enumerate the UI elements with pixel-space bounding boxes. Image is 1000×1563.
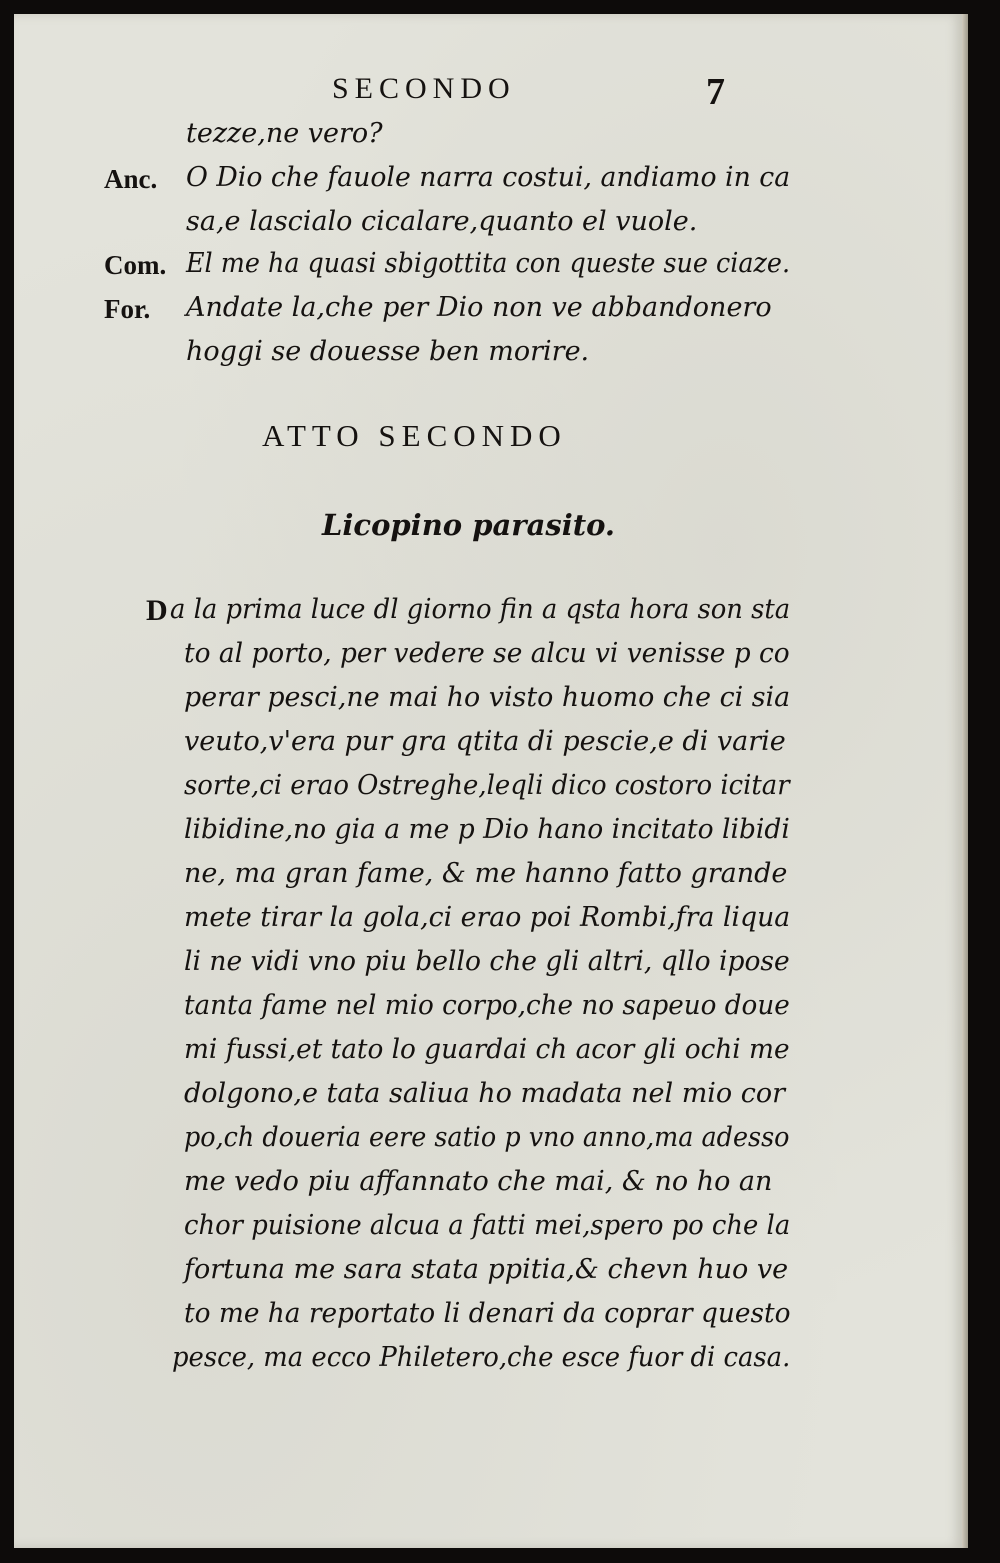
prose-line: me vedo piu affannato che mai, & no ho an: [184, 1166, 773, 1197]
prose-line: ne, ma gran fame, & me hanno fatto grande: [184, 858, 788, 889]
prose-line: sorte,ci erao Ostreghe,leqli dico costoro icitar: [184, 770, 790, 801]
verse-line: Andate la,che per Dio non ve abbandonero: [186, 292, 772, 323]
prose-line: pesce, ma ecco Philetero,che esce fuor di casa.: [172, 1342, 791, 1373]
act-heading: ATTO SECONDO: [262, 418, 567, 453]
page-number: 7: [706, 71, 725, 113]
prose-line: veuto,v'era pur gra qtita di pescie,e di varie: [184, 726, 786, 757]
prose-line: perar pesci,ne mai ho visto huomo che ci sia: [184, 682, 791, 713]
verse-line: tezze,ne vero?: [186, 118, 383, 149]
prose-line: mi fussi,et tato lo guardai ch acor gli ochi me: [184, 1034, 790, 1065]
prose-line: libidine,no gia a me p Dio hano incitato libidi: [184, 814, 790, 845]
prose-line: mete tirar la gola,ci erao poi Rombi,fra liqua: [184, 902, 791, 933]
speaker-label: Com.: [104, 250, 167, 280]
speaker-label: For.: [104, 294, 151, 324]
speaker-label: Anc.: [104, 164, 158, 194]
prose-line: li ne vidi vno piu bello che gli altri, qllo ipose: [184, 946, 790, 977]
prose-line: po,ch doueria eere satio p vno anno,ma adesso: [184, 1122, 790, 1153]
page-edge: [962, 14, 968, 1548]
prose-line: to al porto, per vedere se alcu vi venisse p co: [184, 638, 790, 669]
prose-line: tanta fame nel mio corpo,che no sapeuo doue: [184, 990, 790, 1021]
prose-line: fortuna me sara stata ppitia,& chevn huo ve: [184, 1254, 789, 1285]
prose-line: to me ha reportato li denari da coprar questo: [184, 1298, 791, 1329]
drop-cap: D: [146, 594, 168, 627]
verse-line: O Dio che fauole narra costui, andiamo in ca: [186, 162, 791, 193]
verse-line: hoggi se douesse ben morire.: [186, 336, 590, 367]
prose-line: dolgono,e tata saliua ho madata nel mio cor: [184, 1078, 786, 1109]
running-header: SECONDO: [332, 72, 516, 105]
prose-line: a la prima luce dl giorno fin a qsta hora son sta: [170, 594, 791, 625]
prose-line: chor puisione alcua a fatti mei,spero po che la: [184, 1210, 791, 1241]
scene-heading: Licopino parasito.: [322, 508, 616, 542]
verse-line: sa,e lascialo cicalare,quanto el vuole.: [186, 206, 698, 237]
verse-line: El me ha quasi sbigottita con queste sue ciaze.: [186, 248, 791, 279]
